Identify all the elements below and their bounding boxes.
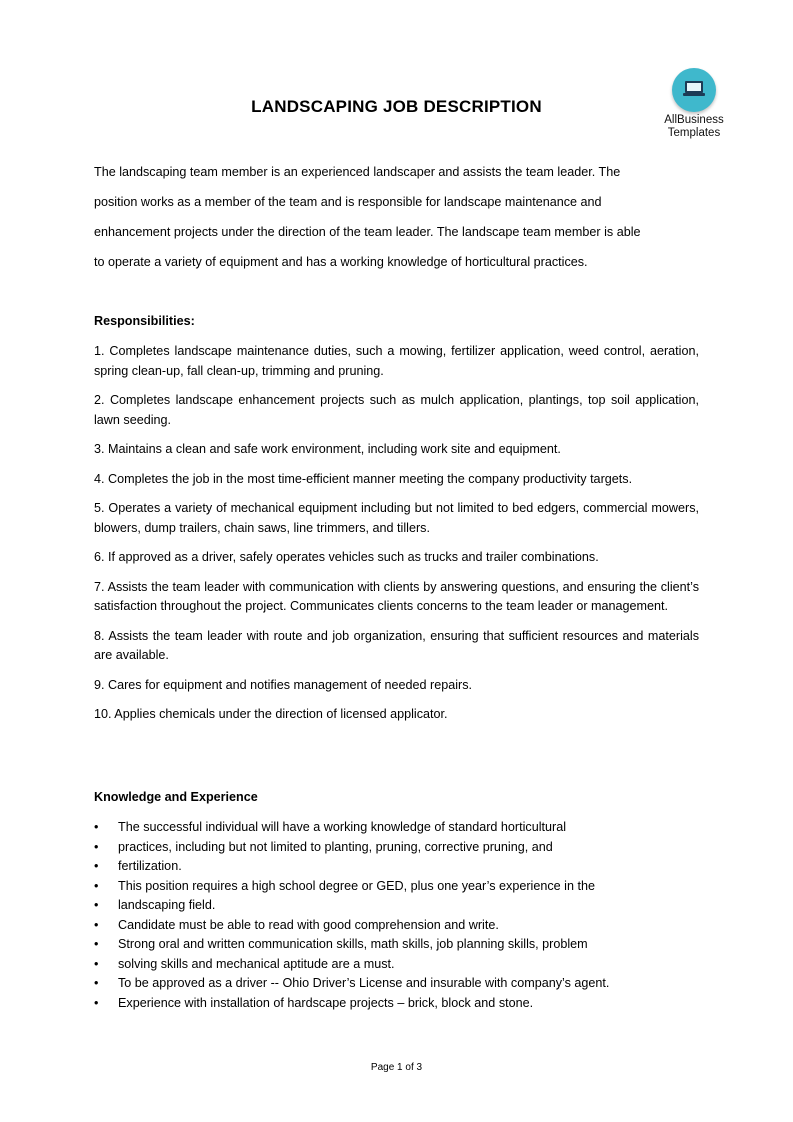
laptop-icon xyxy=(681,79,707,99)
bullet-icon: • xyxy=(94,878,99,893)
responsibility-item: 5. Operates a variety of mechanical equipment including but not limited to bed edgers, commercial mowers, blowers, dump trailers, chain saws, line trimmers, and tillers. xyxy=(94,501,699,535)
list-item-text: solving skills and mechanical aptitude are a must. xyxy=(118,956,395,971)
responsibility-item: 6. If approved as a driver, safely operates vehicles such as trucks and trailer combinations. xyxy=(94,550,599,564)
intro-line: enhancement projects under the direction of the team leader. The landscape team member is able xyxy=(94,225,641,239)
list-item xyxy=(94,896,704,916)
responsibility-item: 10. Applies chemicals under the direction of licensed applicator. xyxy=(94,707,448,721)
document-title: LANDSCAPING JOB DESCRIPTION xyxy=(251,97,542,116)
intro-line: The landscaping team member is an experienced landscaper and assists the team leader. The xyxy=(94,165,621,179)
bullet-icon: • xyxy=(94,937,99,951)
bullet-icon: • xyxy=(94,898,99,912)
list-item-text: Strong oral and written communication skills, math skills, job planning skills, problem xyxy=(118,937,588,951)
list-item xyxy=(94,974,704,994)
list-item xyxy=(94,818,704,838)
responsibilities-heading: Responsibilities: xyxy=(94,314,195,328)
list-item xyxy=(94,994,704,1014)
bullet-icon: • xyxy=(94,917,99,932)
responsibilities-list xyxy=(94,342,699,735)
intro-line: to operate a variety of equipment and has a working knowledge of horticultural practices. xyxy=(94,255,588,269)
list-item-text: landscaping field. xyxy=(118,898,216,912)
list-item-text: Experience with installation of hardscape projects – brick, block and stone. xyxy=(118,995,534,1010)
list-item xyxy=(94,877,704,897)
responsibility-item: 1. Completes landscape maintenance duties, such a mowing, fertilizer application, weed control, aeration, spring clean-up, fall clean-up, trimming and pruning. xyxy=(94,344,699,378)
list-item xyxy=(94,838,704,858)
list-item-text: The successful individual will have a working knowledge of standard horticultural xyxy=(118,820,567,834)
logo-text-line1: AllBusiness xyxy=(664,114,724,126)
responsibility-item: 4. Completes the job in the most time-efficient manner meeting the company productivity targets. xyxy=(94,471,633,486)
list-item-text: Candidate must be able to read with good comprehension and write. xyxy=(118,917,499,932)
logo-text xyxy=(656,114,732,140)
list-item xyxy=(94,955,704,975)
knowledge-list xyxy=(94,818,704,1013)
list-item xyxy=(94,916,704,936)
page-number: Page 1 of 3 xyxy=(370,1062,423,1073)
bullet-icon: • xyxy=(94,839,99,854)
list-item xyxy=(94,935,704,955)
list-item xyxy=(94,857,704,877)
intro-line: position works as a member of the team and is responsible for landscape maintenance and xyxy=(94,195,602,209)
responsibility-item: 9. Cares for equipment and notifies management of needed repairs. xyxy=(94,677,473,692)
list-item-text: This position requires a high school degree or GED, plus one year’s experience in the xyxy=(118,878,595,893)
intro-paragraph xyxy=(94,162,704,282)
bullet-icon: • xyxy=(94,995,99,1010)
responsibility-item: 7. Assists the team leader with communication with clients by answering questions, and ensuring the client’s satisfaction throughout the project. Communicates clients concerns to the team leader or management. xyxy=(94,579,699,613)
responsibility-item: 3. Maintains a clean and safe work environment, including work site and equipment. xyxy=(94,442,561,456)
bullet-icon: • xyxy=(94,820,99,834)
list-item-text: fertilization. xyxy=(118,859,182,873)
logo-text-line2: Templates xyxy=(667,127,721,139)
bullet-icon: • xyxy=(94,976,99,990)
bullet-icon: • xyxy=(94,859,99,873)
responsibility-item: 8. Assists the team leader with route and job organization, ensuring that sufficient resources and materials are available. xyxy=(94,628,699,662)
responsibility-item: 2. Completes landscape enhancement projects such as mulch application, plantings, top soil application, lawn seeding. xyxy=(94,393,699,427)
bullet-icon: • xyxy=(94,956,99,971)
list-item-text: To be approved as a driver -- Ohio Driver’s License and insurable with company’s agent. xyxy=(118,976,610,990)
list-item-text: practices, including but not limited to planting, pruning, corrective pruning, and xyxy=(118,839,553,854)
knowledge-heading: Knowledge and Experience xyxy=(94,790,258,804)
